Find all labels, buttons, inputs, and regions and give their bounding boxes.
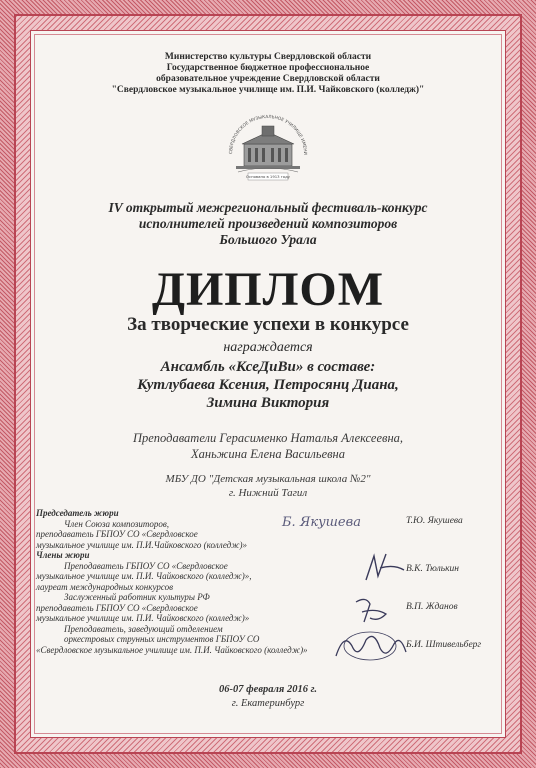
- member1-name: В.К. Тюлькин: [406, 564, 460, 574]
- issuer-header: [30, 52, 506, 96]
- ensemble-block: [30, 358, 506, 412]
- jury-member2-line-2: преподаватель ГБПОУ СО «Свердловское: [36, 602, 198, 613]
- jury-member1-line-3: лауреат международных конкурсов: [36, 581, 174, 592]
- chair-signature: [278, 510, 408, 532]
- jury-member1-line-2: музыкальное училище им. П.И. Чайковского (колледж)»,: [36, 571, 252, 581]
- school-name: МБУ ДО "Детская музыкальная школа №2": [165, 473, 371, 485]
- event-city: г. Екатеринбург: [231, 698, 305, 709]
- building-icon: [236, 126, 300, 169]
- emblem-founded-text: Основано в 1913 году: [246, 174, 290, 180]
- member3-name: Б.И. Штивельберг: [406, 640, 482, 650]
- school-block: [30, 472, 506, 500]
- issuer-line-2: Государственное бюджетное профессиональное: [166, 63, 370, 73]
- jury-member3-line-1: Преподаватель, заведующий отделением: [64, 623, 223, 634]
- ensemble-members-2: Зимина Виктория: [206, 395, 330, 411]
- teachers-block: [30, 430, 506, 462]
- certificate-content: [30, 30, 506, 738]
- jury-member3-line-2: оркестровых струнных инструментов ГБПОУ СО: [64, 634, 260, 644]
- jury-chair-heading: Председатель жюри: [36, 508, 119, 518]
- emblem-ring-text: СВЕРДЛОВСКОЕ МУЗЫКАЛЬНОЕ УЧИЛИЩЕ ИМЕНИ: [228, 114, 308, 155]
- festival-line-2: исполнителей произведений композиторов: [138, 216, 398, 231]
- diploma-title: ДИПЛОМ: [151, 263, 385, 316]
- issuer-line-3: образовательное учреждение Свердловской области: [156, 74, 380, 84]
- teachers-line-1: Преподаватели Герасименко Наталья Алексеевна,: [132, 431, 404, 445]
- jury-members-heading: Члены жюри: [36, 550, 90, 560]
- jury-member3-line-3: «Свердловское музыкальное училище им. П.И. Чайковского (колледж)»: [36, 644, 308, 655]
- award-subtitle: За творческие успехи в конкурсе: [127, 314, 409, 335]
- festival-title: [30, 200, 506, 248]
- ensemble-name: Ансамбль «КсеДиВи» в составе:: [160, 359, 376, 375]
- jury-member2-line-3: музыкальное училище им. П.И. Чайковского (колледж)»: [36, 613, 250, 623]
- festival-line-1: IV открытый межрегиональный фестиваль-конкурс: [108, 200, 428, 215]
- jury-chair-line-1: Член Союза композиторов,: [64, 518, 170, 529]
- event-date: 06-07 февраля 2016 г.: [219, 684, 317, 695]
- member1-signature: [360, 550, 410, 586]
- member2-signature: [348, 592, 394, 628]
- issuer-line-4: "Свердловское музыкальное училище им. П.И. Чайковского (колледж)": [111, 85, 425, 95]
- awarded-label: награждается: [223, 340, 313, 355]
- ensemble-members-1: Кутлубаева Ксения, Петросянц Диана,: [137, 377, 399, 393]
- jury-member2-line-1: Заслуженный работник культуры РФ: [64, 592, 210, 602]
- issuer-line-1: Министерство культуры Свердловской области: [164, 52, 372, 62]
- chair-name: Т.Ю. Якушева: [406, 516, 463, 526]
- festival-line-3: Большого Урала: [219, 232, 317, 247]
- school-city: г. Нижний Тагил: [228, 487, 308, 499]
- jury-chair-line-3: музыкальное училище им. П.И.Чайковского (колледж)»: [36, 539, 248, 550]
- member2-name: В.П. Жданов: [406, 602, 458, 612]
- jury-chair-line-2: преподаватель ГБПОУ СО «Свердловское: [36, 529, 198, 539]
- jury-member1-line-1: Преподаватель ГБПОУ СО «Свердловское: [64, 560, 228, 571]
- chair-signature-handwriting: Б. Якушева: [282, 515, 361, 530]
- college-emblem: [218, 102, 318, 192]
- member3-signature: [330, 626, 410, 666]
- teachers-line-2: Ханьжина Елена Васильевна: [191, 447, 345, 461]
